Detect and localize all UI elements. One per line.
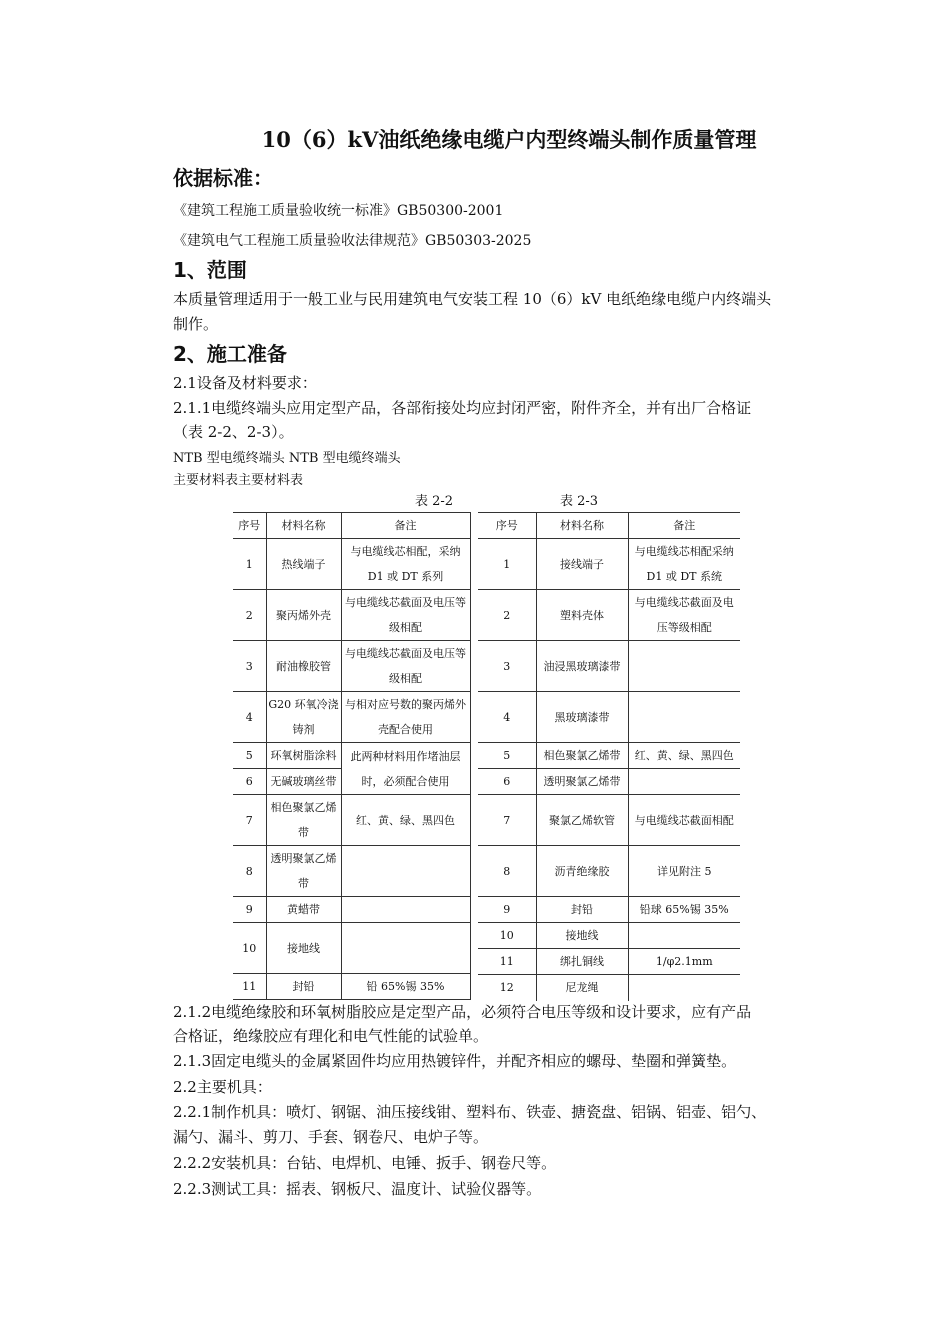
- table-cell: 9: [478, 897, 536, 923]
- table-row: [478, 769, 740, 795]
- table-row: [233, 641, 470, 692]
- table-row: [233, 897, 470, 923]
- table-row: [233, 539, 470, 590]
- table-cell: 铅 65%锡 35%: [341, 974, 470, 1000]
- table-cell: 封铅: [266, 974, 341, 1000]
- table-row: [478, 795, 740, 846]
- table-cell: 4: [478, 692, 536, 743]
- table-cell: 红、黄、绿、黑四色: [341, 795, 470, 846]
- table-cell: 5: [233, 743, 266, 769]
- table-2-3-caption: 表 2-3: [560, 494, 599, 509]
- table-cell: 8: [233, 846, 266, 897]
- table-cell: 与电缆线芯截面及电压等级相配: [341, 641, 470, 692]
- table-row: [478, 692, 740, 743]
- table-cell: 透明聚氯乙烯带: [536, 769, 628, 795]
- table-row: [478, 641, 740, 692]
- table-cell: 环氧树脂涂料: [266, 743, 341, 769]
- table-cell: 与电缆线芯截面及电压等级相配: [628, 590, 740, 641]
- table-cell: 与电缆线芯相配，采纳 D1 或 DT 系列: [341, 539, 470, 590]
- table-cell: 3: [478, 641, 536, 692]
- section-2-2-1-line-2: 漏勺、漏斗、剪刀、手套、钢卷尺、电炉子等。: [173, 1128, 489, 1146]
- table-row: [233, 743, 470, 769]
- section-2-1-1-line-1: 2.1.1电缆终端头应用定型产品，各部衔接处均应封闭严密，附件齐全，并有出厂合格证: [173, 399, 752, 417]
- table-cell: 聚氯乙烯软管: [536, 795, 628, 846]
- page-title: 10（6）kV油纸绝缘电缆户内型终端头制作质量管理: [261, 127, 757, 152]
- section-2-1-2-line-2: 合格证，绝缘胶应有理化和电气性能的试验单。: [173, 1027, 489, 1045]
- table-cell: 此两种材料用作堵油层时，必须配合使用: [341, 743, 470, 795]
- table-cell: 10: [478, 923, 536, 949]
- table-header: 材料名称: [266, 513, 341, 539]
- table-cell: 与电缆线芯截面及电压等级相配: [341, 590, 470, 641]
- table-cell: [628, 769, 740, 795]
- table-cell: 2: [478, 590, 536, 641]
- table-cell: 塑料壳体: [536, 590, 628, 641]
- table-cell: 透明聚氯乙烯带: [266, 846, 341, 897]
- material-note: 主要材料表主要材料表: [173, 473, 304, 488]
- table-cell: 绑扎铜线: [536, 949, 628, 975]
- table-cell: 7: [478, 795, 536, 846]
- table-cell: G20 环氧冷浇铸剂: [266, 692, 341, 743]
- table-cell: 1: [233, 539, 266, 590]
- table-cell: 油浸黑玻璃漆带: [536, 641, 628, 692]
- table-cell: 8: [478, 846, 536, 897]
- table-row: [478, 975, 740, 1001]
- table-row: [233, 923, 470, 974]
- table-cell: [628, 923, 740, 949]
- table-cell: 10: [233, 923, 266, 974]
- prep-heading: 2、施工准备: [173, 342, 287, 366]
- table-header: 材料名称: [536, 513, 628, 539]
- table-row: [478, 846, 740, 897]
- table-cell: 聚丙烯外壳: [266, 590, 341, 641]
- standard-2: 《建筑电气工程施工质量验收法律规范》GB50303-2025: [173, 233, 532, 249]
- table-cell: [341, 846, 470, 897]
- section-2-1-3: 2.1.3固定电缆头的金属紧固件均应用热镀锌件，并配齐相应的螺母、垫圈和弹簧垫。: [173, 1052, 737, 1070]
- table-cell: 与电缆线芯相配采纳 D1 或 DT 系统: [628, 539, 740, 590]
- table-cell: [628, 692, 740, 743]
- table-cell: 6: [478, 769, 536, 795]
- table-cell: 与相对应号数的聚丙烯外壳配合使用: [341, 692, 470, 743]
- table-row: [233, 974, 470, 1000]
- table-cell: 2: [233, 590, 266, 641]
- table-cell: 3: [233, 641, 266, 692]
- standard-1: 《建筑工程施工质量验收统一标准》GB50300-2001: [173, 203, 504, 219]
- table-header: 备注: [341, 513, 470, 539]
- table-cell: 12: [478, 975, 536, 1001]
- table-cell: 与电缆线芯截面相配: [628, 795, 740, 846]
- table-cell: 沥青绝缘胶: [536, 846, 628, 897]
- table-cell: 铅球 65%锡 35%: [628, 897, 740, 923]
- scope-line-1: 本质量管理适用于一般工业与民用建筑电气安装工程 10（6）kV 电纸绝缘电缆户内终端头: [173, 290, 772, 308]
- scope-line-2: 制作。: [173, 315, 219, 333]
- table-cell: 耐油橡胶管: [266, 641, 341, 692]
- section-2-2-3: 2.2.3测试工具：摇表、钢板尺、温度计、试验仪器等。: [173, 1180, 542, 1198]
- table-cell: 6: [233, 769, 266, 795]
- table-row: [478, 923, 740, 949]
- table-cell: 接地线: [266, 923, 341, 974]
- table-cell: 9: [233, 897, 266, 923]
- table-cell: 黄蜡带: [266, 897, 341, 923]
- table-cell: 封铅: [536, 897, 628, 923]
- section-2-1-2-line-1: 2.1.2电缆绝缘胶和环氧树脂胶应是定型产品，必须符合电压等级和设计要求，应有产品: [173, 1003, 752, 1021]
- table-row: [233, 590, 470, 641]
- table-cell: [341, 923, 470, 974]
- section-2-2: 2.2主要机具：: [173, 1078, 272, 1096]
- section-2-2-1-line-1: 2.2.1制作机具：喷灯、钢锯、油压接线钳、塑料布、铁壶、搪瓷盘、铝锅、铝壶、铝勺、: [173, 1103, 767, 1121]
- table-header: 序号: [233, 513, 266, 539]
- table-cell: 详见附注 5: [628, 846, 740, 897]
- section-2-1: 2.1设备及材料要求：: [173, 374, 317, 392]
- table-row: [478, 743, 740, 769]
- scope-heading: 1、范围: [173, 258, 247, 282]
- table-cell: 接线端子: [536, 539, 628, 590]
- table-cell: [628, 641, 740, 692]
- ntb-note: NTB 型电缆终端头 NTB 型电缆终端头: [173, 451, 401, 466]
- table-cell: 5: [478, 743, 536, 769]
- table-2-3: [478, 512, 740, 1001]
- table-header: 序号: [478, 513, 536, 539]
- table-cell: 1/φ2.1mm: [628, 949, 740, 975]
- table-cell: 相色聚氯乙烯带: [536, 743, 628, 769]
- section-2-1-1-line-2: （表 2-2、2-3）。: [173, 423, 294, 441]
- table-cell: 4: [233, 692, 266, 743]
- table-2-2: [233, 512, 471, 1000]
- table-cell: 1: [478, 539, 536, 590]
- section-2-2-2: 2.2.2安装机具：台钻、电焊机、电锤、扳手、钢卷尺等。: [173, 1154, 557, 1172]
- table-row: [478, 539, 740, 590]
- table-cell: 11: [233, 974, 266, 1000]
- table-2-2-caption: 表 2-2: [415, 494, 454, 509]
- table-cell: 7: [233, 795, 266, 846]
- table-cell: 尼龙绳: [536, 975, 628, 1001]
- table-cell: 热线端子: [266, 539, 341, 590]
- basis-heading: 依据标准：: [173, 166, 273, 190]
- table-cell: 红、黄、绿、黑四色: [628, 743, 740, 769]
- table-cell: [628, 975, 740, 1001]
- table-cell: 11: [478, 949, 536, 975]
- table-cell: 接地线: [536, 923, 628, 949]
- table-cell: 相色聚氯乙烯带: [266, 795, 341, 846]
- table-row: [478, 897, 740, 923]
- table-cell: 黑玻璃漆带: [536, 692, 628, 743]
- table-cell: 无碱玻璃丝带: [266, 769, 341, 795]
- table-header: 备注: [628, 513, 740, 539]
- table-row: [478, 949, 740, 975]
- table-row: [478, 590, 740, 641]
- table-row: [233, 795, 470, 846]
- table-cell: [341, 897, 470, 923]
- table-row: [233, 846, 470, 897]
- table-row: [233, 692, 470, 743]
